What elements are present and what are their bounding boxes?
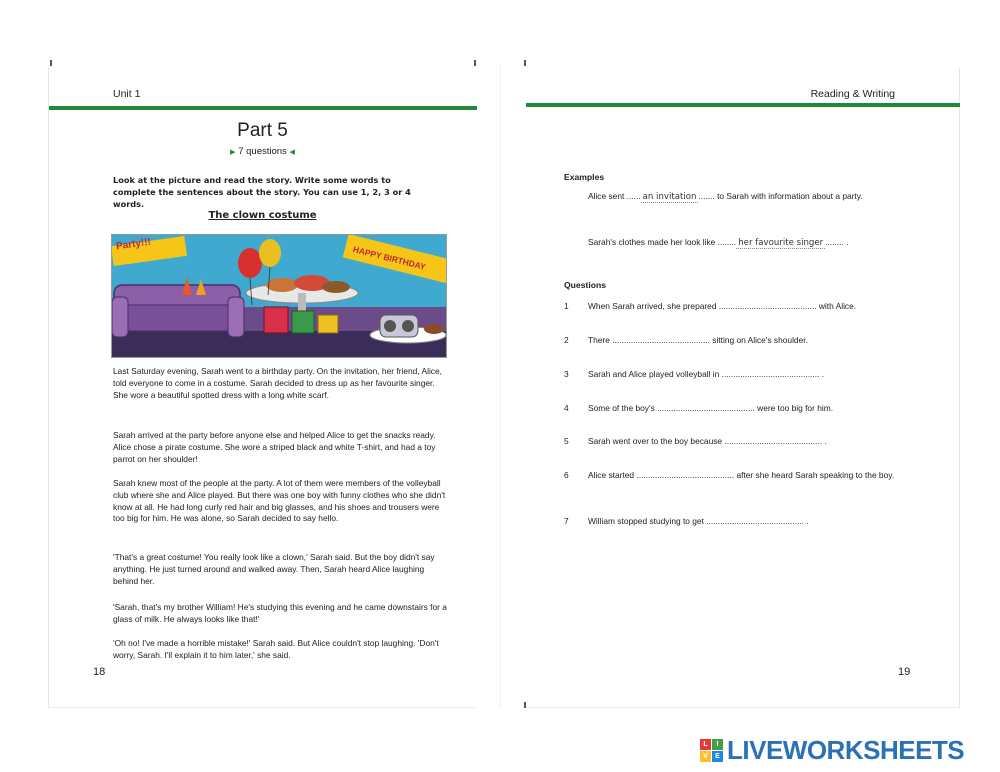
crop-mark — [50, 60, 52, 66]
question-text: When Sarah arrived, she prepared .......................................... with Alice. — [588, 301, 857, 311]
instructions: Look at the picture and read the story. Write some words to complete the sentences about the story. You can use 1, 2, 3 or 4 words. — [113, 175, 411, 209]
example-1 — [588, 190, 888, 203]
story-paragraph-6: 'Oh no! I've made a horrible mistake!' Sarah said. But Alice couldn't stop laughing. 'Don't worry, Sarah. I'll explain it to him later,' she said. — [113, 638, 439, 660]
example-1-before: Alice sent ...... — [588, 191, 641, 201]
book-spine — [500, 62, 501, 708]
example-1-answer[interactable]: an invitation — [642, 192, 697, 202]
question-number: 3 — [564, 369, 569, 379]
story-paragraph-1: Last Saturday evening, Sarah went to a birthday party. On the invitation, her friend, Alice, told everyone to come in a costume. Sarah decided to dress up as her favourite singer. She wore a beautiful spotted dress with a long white scarf. — [113, 366, 442, 400]
example-2 — [588, 236, 898, 249]
example-2-after: ........ . — [825, 237, 849, 247]
part-subtitle — [49, 146, 476, 157]
logo-letter: V — [700, 751, 711, 762]
question-number: 2 — [564, 335, 569, 345]
story-paragraph-4: 'That's a great costume! You really look like a clown,' Sarah said. But the boy didn't say anything. He just turned around and walked away. Then, Sarah heard Alice laughing behind her. — [113, 552, 435, 586]
story-paragraph-5: 'Sarah, that's my brother William! He's studying this evening and he came downstairs for a glass of milk. He always looks like that!' — [113, 602, 447, 624]
birthday-banner: HAPPY BIRTHDAY — [351, 244, 427, 272]
question-text: There .......................................... sitting on Alice's shoulder. — [588, 335, 808, 345]
question-number: 7 — [564, 516, 569, 526]
left-page — [48, 68, 476, 708]
liveworksheets-brand[interactable] — [700, 735, 964, 765]
question-text: Some of the boy's .......................................... were too big for him. — [588, 403, 834, 413]
questions-heading: Questions — [564, 280, 607, 290]
story-paragraph-2: Sarah arrived at the party before anyone else and helped Alice to get the snacks ready. Alice chose a pirate costume. She wore a striped black and white T-shirt, and had a toy parrot on her shoulder! — [113, 430, 436, 464]
question-text: Sarah and Alice played volleyball in .......................................... . — [588, 369, 824, 379]
triangle-left-icon: ◀ — [289, 149, 295, 156]
question-number: 6 — [564, 470, 569, 480]
example-2-answer[interactable]: her favourite singer — [738, 238, 824, 248]
crop-mark — [474, 60, 476, 66]
story-title: The clown costume — [208, 210, 317, 221]
logo-letter: L — [700, 739, 711, 750]
triangle-right-icon: ▶ — [230, 149, 236, 156]
question-number: 1 — [564, 301, 569, 311]
header-rule — [526, 103, 960, 107]
right-page — [526, 68, 960, 708]
question-number: 5 — [564, 436, 569, 446]
unit-label: Unit 1 — [113, 88, 141, 100]
page-number-right: 19 — [898, 666, 911, 678]
example-2-before: Sarah's clothes made her look like ........ — [588, 237, 737, 247]
logo-letter: I — [712, 739, 723, 750]
party-picture — [111, 234, 447, 358]
brand-name: LIVEWORKSHEETS — [727, 734, 965, 765]
question-text: Alice started .......................................... after she heard Sarah speaking to the boy. — [588, 470, 895, 480]
question-text: Sarah went over to the boy because .......................................... . — [588, 436, 827, 446]
example-1-after: ....... to Sarah with information about a party. — [698, 191, 863, 201]
part-subtitle-text: 7 questions — [238, 146, 287, 157]
part-title: Part 5 — [237, 120, 288, 141]
liveworksheets-logo-icon — [700, 739, 723, 762]
question-text: William stopped studying to get .......................................... . — [588, 516, 809, 526]
party-banner: Party!!! — [115, 236, 152, 253]
examples-heading: Examples — [564, 172, 605, 182]
header-rule — [49, 106, 477, 110]
page-number-left: 18 — [93, 666, 106, 678]
section-label: Reading & Writing — [810, 88, 895, 100]
crop-mark — [524, 60, 526, 66]
party-illustration — [112, 235, 447, 358]
story-paragraph-3: Sarah knew most of the people at the party. A lot of them were members of the volleyball club where she and Alice played. But there was one boy with funny clothes who she didn't know at all. He had long curly red hair and big glasses, and his shoes and trousers were too big for him. He was alone, so Sarah decided to say hello. — [113, 478, 446, 524]
logo-letter: E — [712, 751, 723, 762]
question-number: 4 — [564, 403, 569, 413]
